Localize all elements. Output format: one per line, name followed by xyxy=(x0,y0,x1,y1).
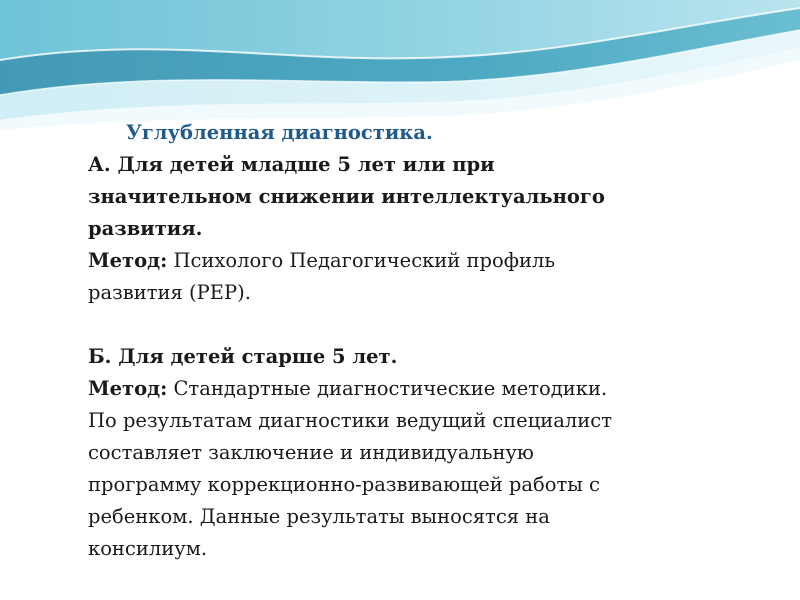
spacer xyxy=(88,309,768,341)
slide-heading: Углубленная диагностика. xyxy=(126,121,433,144)
section-b-body-line-1: По результатам диагностики ведущий специалист xyxy=(88,409,612,432)
section-b-method xyxy=(88,373,768,405)
method-text: Психолого Педагогический профиль xyxy=(167,249,555,272)
section-b-body-line-2: составляет заключение и индивидуальную xyxy=(88,441,534,464)
method-text: Стандартные диагностические методики. xyxy=(167,377,608,400)
method-label: Метод: xyxy=(88,249,168,272)
wave-banner xyxy=(0,0,800,130)
section-a-line-1: А. Для детей младше 5 лет или при xyxy=(88,153,495,176)
section-a-line-3: развития. xyxy=(88,217,203,240)
section-a-method-cont: развития (PEP). xyxy=(88,281,251,304)
section-b-body-line-3: программу коррекционно-развивающей работы с xyxy=(88,473,600,496)
section-b-title: Б. Для детей старше 5 лет. xyxy=(88,345,398,368)
method-label: Метод: xyxy=(88,377,168,400)
slide-body xyxy=(88,117,768,565)
section-a-method xyxy=(88,245,768,277)
section-b-body-line-5: консилиум. xyxy=(88,537,208,560)
section-a-line-2: значительном снижении интеллектуального xyxy=(88,185,605,208)
section-b-body-line-4: ребенком. Данные результаты выносятся на xyxy=(88,505,550,528)
